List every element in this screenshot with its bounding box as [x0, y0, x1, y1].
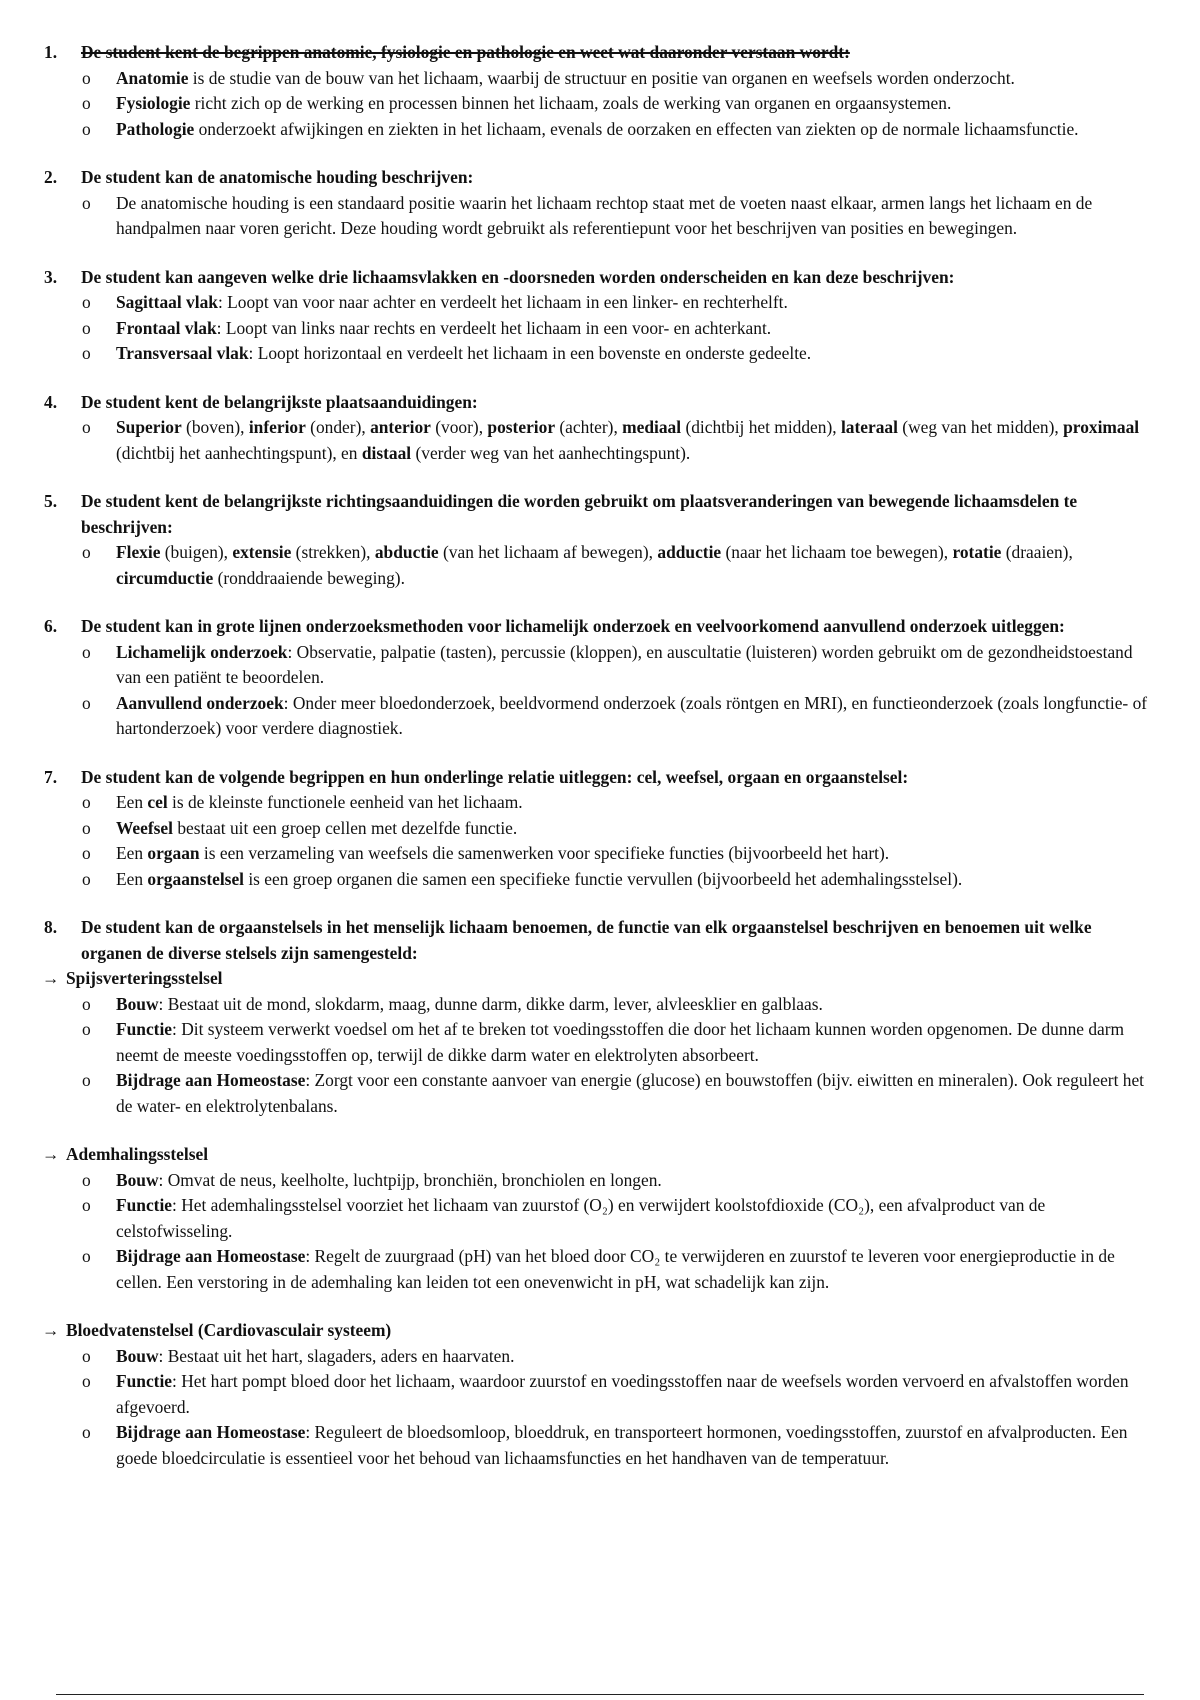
rich-text: [116, 542, 1073, 588]
bullet-text: De anatomische houding is een standaard positie waarin het lichaam rechtop staat met de voeten naast elkaar, armen langs het lichaam en de handpalmen naar voren gericht. Deze houding wordt gebruikt als referentiepunt voor het beschrijven van posities en bewegingen.: [116, 192, 1093, 238]
section-number: 8.: [44, 917, 58, 937]
bullet-marker: o: [82, 343, 91, 363]
term: mediaal: [622, 417, 682, 437]
term: Functie: [116, 1371, 173, 1391]
bullet-list: [42, 540, 1152, 591]
section-number: 5.: [44, 491, 58, 511]
bullet-list: [42, 790, 1152, 892]
list-item: [42, 1420, 1152, 1471]
text-run: (van het lichaam af bewegen),: [438, 542, 658, 562]
section-title: De student kan de orgaanstelsels in het menselijk lichaam benoemen, de functie van elk orgaanstelsel beschrijven en benoemen uit welke organen de diverse stelsels zijn samengesteld:: [81, 917, 1092, 963]
section-number: 6.: [44, 616, 58, 636]
rich-text: [116, 869, 962, 889]
section-2: [42, 165, 1152, 242]
section-heading: [42, 265, 1152, 291]
term: Functie: [116, 1195, 173, 1215]
section-number: 2.: [44, 167, 58, 187]
term: Anatomie: [116, 67, 189, 88]
term-description: : Loopt van links naar rechts en verdeelt het lichaam in een voor- en achterkant.: [216, 317, 772, 338]
bullet-marker: o: [82, 1070, 91, 1090]
section-title: De student kent de belangrijkste richtingsaanduidingen die worden gebruikt om plaatsveranderingen van bewegende lichaamsdelen te beschrijven:: [81, 491, 1078, 537]
list-item: [42, 867, 1152, 893]
list-item: [42, 1017, 1152, 1068]
system-digestive: [42, 966, 1152, 1119]
term: lateraal: [840, 417, 898, 437]
section-title: De student kan in grote lijnen onderzoeksmethoden voor lichamelijk onderzoek en veelvoorkomend aanvullend onderzoek uitleggen:: [81, 616, 1065, 636]
list-item: [42, 640, 1152, 691]
text-run: (strekken),: [291, 542, 375, 562]
term: Pathologie: [116, 118, 195, 139]
bullet-marker: o: [82, 1371, 91, 1391]
term: abductie: [374, 542, 439, 562]
list-item: [42, 1244, 1152, 1295]
bullet-marker: o: [82, 993, 91, 1014]
rich-text: [116, 417, 1139, 463]
term: posterior: [487, 417, 556, 437]
text-run: (dichtbij het midden),: [681, 417, 841, 437]
system-heading: [42, 966, 1152, 992]
section-number: 7.: [44, 766, 58, 787]
bullet-marker: o: [82, 67, 91, 88]
section-heading: [42, 40, 1152, 66]
list-item: [42, 691, 1152, 742]
section-title: De student kent de belangrijkste plaatsaanduidingen:: [81, 391, 478, 412]
bullet-marker: o: [82, 317, 91, 338]
term: Fysiologie: [116, 93, 191, 113]
term-description: is de studie van de bouw van het lichaam, waarbij de structuur en positie van organen en weefsels worden onderzocht.: [188, 67, 1015, 88]
term-description: richt zich op de werking en processen binnen het lichaam, zoals de werking van organen en orgaansystemen.: [190, 93, 952, 113]
list-item: [42, 1193, 1152, 1244]
term: Transversaal vlak: [116, 343, 249, 363]
term: Sagittaal vlak: [116, 292, 218, 312]
term-description: : Het hart pompt bloed door het lichaam, waardoor zuurstof en voedingsstoffen naar de weefsels worden vervoerd en afvalstoffen worden afgevoerd.: [116, 1371, 1129, 1417]
list-item: [42, 117, 1152, 143]
bullet-list: [42, 415, 1152, 466]
section-title: De student kan de anatomische houding beschrijven:: [81, 167, 474, 187]
term: Superior: [116, 417, 182, 437]
term-description: : Onder meer bloedonderzoek, beeldvormend onderzoek (zoals röntgen en MRI), en functieonderzoek (zoals longfunctie- of hartonderzoek) voor verdere diagnostiek.: [116, 692, 1148, 738]
section-title: De student kan de volgende begrippen en hun onderlinge relatie uitleggen: cel, weefsel, orgaan en orgaanstelsel:: [81, 766, 909, 787]
bullet-marker: o: [82, 93, 91, 113]
section-number: 3.: [44, 266, 58, 287]
section-6: [42, 614, 1152, 742]
text-run: (buigen),: [160, 542, 233, 562]
bullet-list: [42, 1168, 1152, 1296]
bullet-marker: o: [82, 1422, 91, 1442]
term-description: : Het ademhalingsstelsel voorziet het lichaam van zuurstof (O₂) en verwijdert koolstofdioxide (CO₂), een afvalproduct van de celstofwisseling.: [116, 1195, 1046, 1241]
term: Bijdrage aan Homeostase: [116, 1422, 306, 1442]
term: inferior: [248, 417, 306, 437]
text-run: (ronddraaiende beweging).: [213, 567, 405, 588]
list-item: [42, 992, 1152, 1018]
bullet-marker: o: [82, 542, 91, 562]
section-heading: [42, 165, 1152, 191]
system-respiratory: [42, 1142, 1152, 1295]
bullet-marker: o: [82, 868, 91, 889]
section-heading: [42, 390, 1152, 416]
bullet-marker: o: [82, 292, 91, 312]
term-description: : Loopt van voor naar achter en verdeelt het lichaam in een linker- en rechterhelft.: [217, 292, 788, 312]
term-description: : Dit systeem verwerkt voedsel om het af te breken tot voedingsstoffen die door het lichaam kunnen worden opgenomen. De dunne darm neemt de meeste voedingsstoffen op, terwijl de dikke darm water en elektrolyten absorbeert.: [116, 1019, 1125, 1065]
list-item: [42, 841, 1152, 867]
term: distaal: [361, 442, 412, 463]
section-heading: [42, 614, 1152, 640]
section-7: [42, 765, 1152, 893]
term-description: : Regelt de zuurgraad (pH) van het bloed door CO₂ te verwijderen en zuurstof te leveren voor energieproductie in de cellen. Een verstoring in de ademhaling kan leiden tot een onevenwicht in pH, wat schadelijk kan zijn.: [116, 1246, 1115, 1292]
bullet-list: [42, 66, 1152, 143]
term-description: : Observatie, palpatie (tasten), percussie (kloppen), en auscultatie (luisteren) worden gebruikt om de gezondheidstoestand van een patiënt te beoordelen.: [116, 641, 1133, 687]
term: Flexie: [116, 542, 161, 562]
text-run: is de kleinste functionele eenheid van het lichaam.: [167, 792, 523, 812]
list-item: [42, 66, 1152, 92]
section-heading: [42, 489, 1152, 540]
term: circumductie: [116, 567, 214, 588]
list-item: [42, 91, 1152, 117]
list-item: [42, 816, 1152, 842]
term-description: onderzoekt afwijkingen en ziekten in het lichaam, evenals de oorzaken en effecten van ziekten op de normale lichaamsfunctie.: [194, 118, 1079, 139]
section-number: 4.: [44, 391, 58, 412]
section-heading: [42, 915, 1152, 966]
document-content: [42, 40, 1152, 1494]
arrow-right-icon: →: [42, 1320, 60, 1340]
bullet-marker: o: [82, 1246, 91, 1266]
text-run: is een groep organen die samen een specifieke functie vervullen (bijvoorbeeld het ademhalingsstelsel).: [244, 868, 963, 889]
list-item: [42, 1068, 1152, 1119]
bullet-list: [42, 640, 1152, 742]
text-run: is een verzameling van weefsels die samenwerken voor specifieke functies (bijvoorbeeld het hart).: [199, 843, 890, 863]
system-heading: [42, 1142, 1152, 1168]
term-description: : Reguleert de bloedsomloop, bloeddruk, en transporteert hormonen, voedingsstoffen, zuurstof en afvalproducten. Een goede bloedcirculatie is essentieel voor het behoud van lichaamsfuncties en het handhaven van de temperatuur.: [116, 1422, 1128, 1468]
term-description: : Bestaat uit de mond, slokdarm, maag, dunne darm, dikke darm, lever, alvleesklier en galblaas.: [158, 993, 823, 1014]
term-description: : Zorgt voor een constante aanvoer van energie (glucose) en bouwstoffen (bijv. eiwitten en mineralen). Ook reguleert het de water- en elektrolytenbalans.: [116, 1070, 1144, 1116]
bullet-marker: o: [82, 417, 91, 437]
bullet-marker: o: [82, 1019, 91, 1039]
term: Aanvullend onderzoek: [116, 692, 284, 713]
term: Bouw: [116, 1169, 159, 1190]
text-run: (voor),: [430, 417, 488, 437]
section-title: De student kan aangeven welke drie lichaamsvlakken en -doorsneden worden onderscheiden en kan deze beschrijven:: [81, 266, 955, 287]
text-run: (achter),: [555, 417, 623, 437]
text-run: Een: [116, 792, 148, 812]
bullet-marker: o: [82, 817, 91, 838]
text-run: bestaat uit een groep cellen met dezelfde functie.: [172, 817, 518, 838]
bullet-marker: o: [82, 843, 91, 863]
rich-text: [116, 818, 517, 838]
term: Bouw: [116, 1345, 159, 1366]
term: orgaan: [147, 843, 200, 863]
term: Bouw: [116, 993, 159, 1014]
list-item: [42, 1168, 1152, 1194]
term: Lichamelijk onderzoek: [116, 641, 288, 662]
text-run: (naar het lichaam toe bewegen),: [721, 542, 953, 562]
arrow-right-icon: →: [42, 968, 60, 988]
system-title: Spijsverteringsstelsel: [66, 968, 223, 988]
term: extensie: [232, 542, 292, 562]
bullet-marker: o: [82, 792, 91, 812]
term: anterior: [370, 417, 431, 437]
term-description: : Bestaat uit het hart, slagaders, aders en haarvaten.: [158, 1345, 515, 1366]
text-run: (boven),: [181, 417, 249, 437]
list-item: [42, 1369, 1152, 1420]
text-run: (draaien),: [1001, 542, 1073, 562]
rich-text: [116, 792, 523, 812]
section-number: 1.: [44, 42, 58, 62]
system-heading: [42, 1318, 1152, 1344]
bullet-list: [42, 191, 1152, 242]
section-1: [42, 40, 1152, 142]
section-title: De student kent de begrippen anatomie, fysiologie en pathologie en weet wat daaronder verstaan wordt:: [81, 42, 850, 62]
section-3: [42, 265, 1152, 367]
term-description: : Omvat de neus, keelholte, luchtpijp, bronchiën, bronchiolen en longen.: [158, 1169, 662, 1190]
section-5: [42, 489, 1152, 591]
rich-text: [116, 843, 889, 863]
text-run: (verder weg van het aanhechtingspunt).: [411, 442, 691, 463]
list-item: [42, 790, 1152, 816]
list-item: [42, 1344, 1152, 1370]
list-item: [42, 415, 1152, 466]
system-title: Ademhalingsstelsel: [66, 1144, 209, 1164]
term-description: : Loopt horizontaal en verdeelt het lichaam in een bovenste en onderste gedeelte.: [248, 343, 812, 363]
bullet-marker: o: [82, 641, 91, 662]
text-run: Een: [116, 843, 148, 863]
list-item: [42, 316, 1152, 342]
bullet-marker: o: [82, 692, 91, 713]
term: Weefsel: [116, 817, 173, 838]
term: proximaal: [1063, 417, 1140, 437]
section-4: [42, 390, 1152, 467]
term: Bijdrage aan Homeostase: [116, 1246, 306, 1266]
bullet-list: [42, 290, 1152, 367]
bullet-list: [42, 992, 1152, 1120]
footer-rule: [56, 1694, 1144, 1695]
list-item: [42, 540, 1152, 591]
system-cardiovascular: [42, 1318, 1152, 1471]
list-item: [42, 290, 1152, 316]
bullet-marker: o: [82, 118, 91, 139]
term: Functie: [116, 1019, 173, 1039]
text-run: (onder),: [305, 417, 371, 437]
term: Frontaal vlak: [116, 317, 217, 338]
text-run: (weg van het midden),: [897, 417, 1064, 437]
term: Bijdrage aan Homeostase: [116, 1070, 306, 1090]
term: rotatie: [952, 542, 1002, 562]
term: cel: [147, 792, 168, 812]
section-heading: [42, 765, 1152, 791]
list-item: [42, 341, 1152, 367]
bullet-marker: o: [82, 1345, 91, 1366]
bullet-marker: o: [82, 192, 91, 213]
system-title: Bloedvatenstelsel (Cardiovasculair systeem): [66, 1320, 392, 1340]
bullet-marker: o: [82, 1195, 91, 1215]
bullet-list: [42, 1344, 1152, 1472]
term: adductie: [657, 542, 722, 562]
arrow-right-icon: →: [42, 1144, 60, 1164]
section-8: [42, 915, 1152, 966]
bullet-marker: o: [82, 1169, 91, 1190]
list-item: [42, 191, 1152, 242]
text-run: (dichtbij het aanhechtingspunt), en: [116, 442, 362, 463]
text-run: Een: [116, 868, 148, 889]
term: orgaanstelsel: [147, 868, 244, 889]
